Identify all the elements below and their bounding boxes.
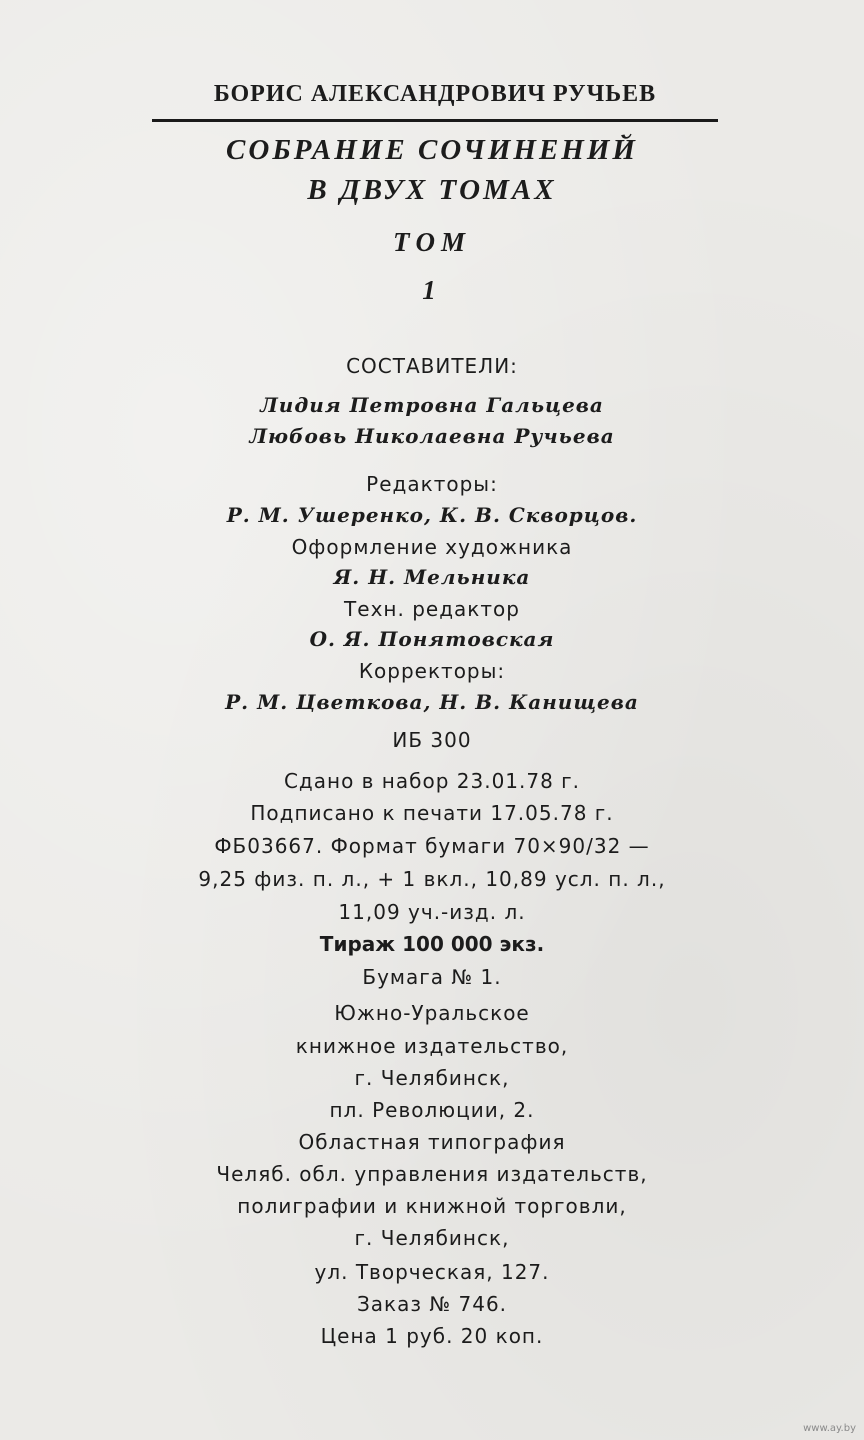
tech-editor-name: О. Я. Понятовская: [309, 627, 555, 651]
imprint-line: г. Челябинск,: [354, 1226, 510, 1250]
site-watermark: www.ay.by: [803, 1423, 856, 1434]
artist-heading: Оформление художника: [291, 535, 573, 559]
imprint-line: полиграфии и книжной торговли,: [237, 1194, 627, 1218]
imprint-line: Сдано в набор 23.01.78 г.: [283, 769, 581, 793]
imprint-line: Областная типография: [298, 1130, 566, 1154]
price: Цена 1 руб. 20 коп.: [320, 1324, 544, 1348]
imprint-line: 9,25 физ. п. л., + 1 вкл., 10,89 усл. п. л.,: [198, 867, 666, 891]
collection-title-line-2: В ДВУХ ТОМАХ: [307, 174, 557, 206]
imprint-line: г. Челябинск,: [354, 1066, 510, 1090]
author-name: БОРИС АЛЕКСАНДРОВИЧ РУЧЬЕВ: [213, 81, 657, 107]
compiler-1: Лидия Петровна Гальцева: [260, 393, 604, 417]
imprint-line: Челяб. обл. управления издательств,: [216, 1162, 648, 1186]
imprint-line: 11,09 уч.-изд. л.: [338, 900, 526, 924]
proofreaders-heading: Корректоры:: [358, 659, 506, 683]
imprint-line: Бумага № 1.: [362, 965, 502, 989]
imprint-line: ул. Творческая, 127.: [314, 1260, 550, 1284]
imprint-line: книжное издательство,: [295, 1034, 569, 1058]
print-run: Тираж 100 000 экз.: [319, 932, 545, 956]
compilers-heading: СОСТАВИТЕЛИ:: [346, 354, 518, 378]
editors-names: Р. М. Ушеренко, К. В. Скворцов.: [226, 503, 638, 527]
collection-title-line-1: СОБРАНИЕ СОЧИНЕНИЙ: [226, 134, 638, 166]
editors-heading: Редакторы:: [366, 472, 498, 496]
imprint-line: ФБ03667. Формат бумаги 70×90/32 —: [214, 834, 650, 858]
imprint-line: Подписано к печати 17.05.78 г.: [250, 801, 614, 825]
ib-number: ИБ 300: [392, 728, 472, 752]
volume-label: ТОМ: [393, 227, 471, 257]
compiler-2: Любовь Николаевна Ручьева: [249, 424, 615, 448]
imprint-line: пл. Революции, 2.: [329, 1098, 535, 1122]
proofreaders-names: Р. М. Цветкова, Н. В. Канищева: [225, 690, 639, 714]
imprint-line: Южно-Уральское: [334, 1001, 530, 1025]
tech-editor-heading: Техн. редактор: [344, 597, 520, 621]
artist-name: Я. Н. Мельника: [333, 565, 531, 589]
imprint-line: Заказ № 746.: [356, 1292, 508, 1316]
volume-number: 1: [422, 275, 442, 305]
header-rule: [152, 119, 718, 122]
